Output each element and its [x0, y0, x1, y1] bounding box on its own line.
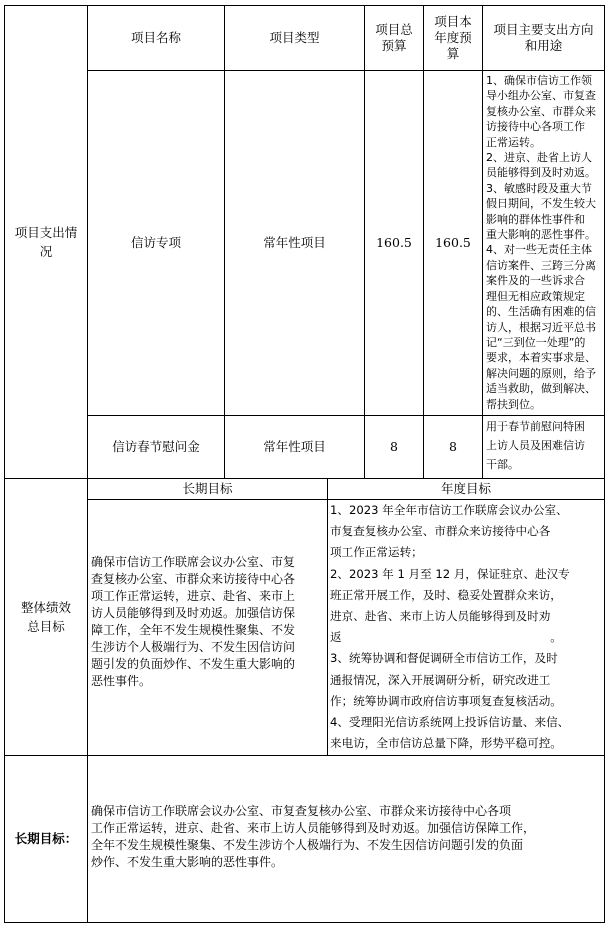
longterm-goal-text: 确保市信访工作联席会议办公室、市复 查复核办公室、市群众来访接待中心各 项工作正常运转，进京、赴省、来市上 访人员能够得到及时劝返。加强信访保 障工作，全年不发生规模性聚集、不发 生涉访个人极端行为、不发生因信访问 题引发的负面炒作、不发生重大影响的 恶性事件。: [91, 555, 296, 688]
project-annual-budget: 160.5: [435, 235, 471, 250]
annual-goal-text: 1、2023 年全年市信访工作联席会议办公室、 市复查复核办公室、市群众来访接待中心各 项工作正常运转； 2、2023 年 1 月至 12 月，保证驻京、赴汉专 班正常开展工作，及时、稳妥处置群众来访， 进京、赴省、来市上访人员能够得到及时劝 返 。 3、统筹协调和督促调研全市信访工作，及时 通报情况，深入开展调研分析，研究改进工 作；统筹协调市政府信访事项复查复核活动。 4、受理阳光信访系统网上投诉信访量、来信、 来电访，全市信访总量下降，形势平稳可控。: [330, 503, 570, 751]
expenditure-row-label: 项目支出情 况: [14, 225, 78, 259]
table-border: [482, 5, 483, 479]
project-name: 信访专项: [130, 235, 181, 250]
table-border: [4, 922, 605, 923]
longterm-row-label: 长期目标：: [14, 831, 78, 846]
header-annual-budget: 项目本 年度预 算: [434, 14, 472, 61]
header-expenditure-direction: 项目主要支出方向 和用途: [493, 22, 594, 53]
project-type: 常年性项目: [263, 235, 326, 250]
table-border: [604, 5, 605, 923]
header-project-name: 项目名称: [130, 30, 181, 45]
header-total-budget: 项目总 预算: [375, 22, 413, 53]
longterm-goal-summary: 确保市信访工作联席会议办公室、市复查复核办公室、市群众来访接待中心各项 工作正常运转，进京、赴省、来市上访人员能够得到及时劝返。加强信访保障工作， 全年不发生规模性聚集、不发生涉访个人极端行为、不发生因信访问题引发的负面 炒作、不发生重大影响的恶性事件。: [91, 804, 536, 869]
project-name: 信访春节慰问金: [112, 439, 200, 454]
overall-row-label: 整体绩效 总目标: [20, 600, 71, 634]
table-border: [4, 755, 605, 756]
longterm-goal-header: 长期目标: [182, 481, 233, 496]
annual-goal-header: 年度目标: [440, 481, 491, 496]
table-border: [327, 478, 328, 756]
project-expenditure-direction: 用于春节前慰问特困 上访人员及困难信访 干部。: [486, 420, 585, 471]
project-total-budget: 160.5: [376, 235, 412, 250]
header-project-type: 项目类型: [269, 30, 320, 45]
project-total-budget: 8: [390, 439, 398, 454]
project-expenditure-direction: 1、确保市信访工作领 导小组办公室、市复查 复核办公室、市群众来 访接待中心各项工作 正常运转。 2、进京、赴省上访人 员能够得到及时劝返。 3、敏感时段及重大节 假日期间，不发生较大 影响的群体性事件和 重大影响的恶性事件。 4、对一些无责任主体 信访案件、三跨三分离 案件及的一些诉求合 理但无相应政策规定 的、生活确有困难的信 访人，根据习近平总书 记“三到位一处理”的 要求，本着实事求是、 解决问题的原则，给予 适当救助，做到解决、 帮扶到位。: [486, 74, 596, 411]
project-type: 常年性项目: [263, 439, 326, 454]
project-annual-budget: 8: [449, 439, 457, 454]
